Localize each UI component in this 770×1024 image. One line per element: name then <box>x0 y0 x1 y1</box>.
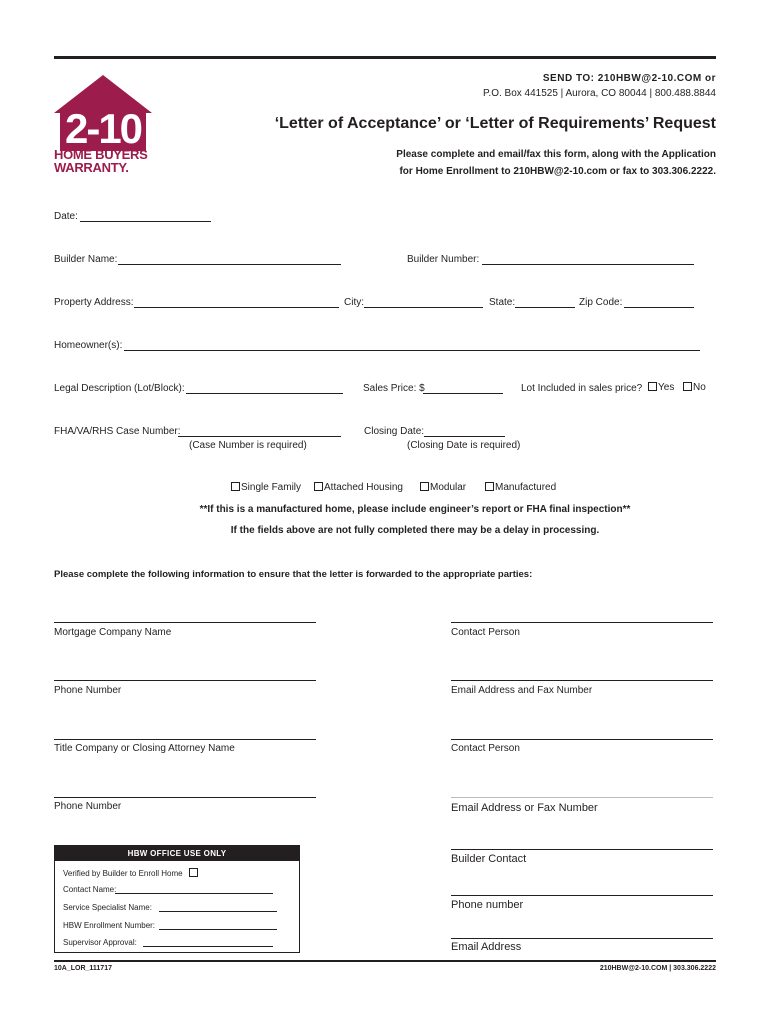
sales-price-label: Sales Price: $ <box>363 383 425 394</box>
homeowners-field[interactable] <box>124 350 700 351</box>
no-label: No <box>693 382 706 393</box>
company-logo <box>54 75 152 177</box>
parties-intro: Please complete the following information to ensure that the letter is forwarded to the appropriate parties: <box>54 569 533 580</box>
legal-description-field[interactable] <box>186 393 343 394</box>
lot-included-label: Lot Included in sales price? <box>521 383 643 394</box>
manufactured-option[interactable] <box>485 482 556 493</box>
email-fax-2-label: Email Address or Fax Number <box>451 802 598 814</box>
builder-contact-field[interactable] <box>451 849 713 850</box>
email-3-label: Email Address <box>451 941 522 953</box>
yes-label: Yes <box>658 382 675 393</box>
contact-name-field[interactable] <box>115 893 273 894</box>
form-title: ‘Letter of Acceptance’ or ‘Letter of Requirements’ Request <box>274 115 716 132</box>
mailing-address: P.O. Box 441525 | Aurora, CO 80044 | 800.488.8844 <box>483 88 716 99</box>
zip-field[interactable] <box>624 307 694 308</box>
closing-date-note: (Closing Date is required) <box>407 440 521 451</box>
phone-1-label: Phone Number <box>54 685 122 696</box>
manufactured-note: **If this is a manufactured home, please include engineer’s report or FHA final inspection** <box>199 504 631 515</box>
phone-2-label: Phone Number <box>54 801 122 812</box>
title-company-field[interactable] <box>54 739 316 740</box>
instruction-line-2: for Home Enrollment to 210HBW@2-10.com or fax to 303.306.2222. <box>399 166 716 177</box>
supervisor-label: Supervisor Approval: <box>63 938 137 947</box>
case-number-label: FHA/VA/RHS Case Number: <box>54 426 181 437</box>
instruction-line-1: Please complete and email/fax this form, along with the Application <box>396 149 716 160</box>
form-id: 10A_LOR_111717 <box>54 965 112 972</box>
send-to: SEND TO: 210HBW@2-10.COM or <box>542 73 716 84</box>
single-family-label: Single Family <box>241 482 302 493</box>
top-rule <box>54 56 716 59</box>
modular-option[interactable] <box>420 482 466 493</box>
lot-no-option[interactable] <box>683 382 706 393</box>
verified-option[interactable] <box>63 868 199 878</box>
phone-3-label: Phone number <box>451 899 524 911</box>
date-field[interactable] <box>80 221 211 222</box>
phone-3-field[interactable] <box>451 895 713 896</box>
email-3-field[interactable] <box>451 938 713 939</box>
mortgage-company-label: Mortgage Company Name <box>54 627 172 638</box>
verified-label: Verified by Builder to Enroll Home <box>63 869 183 878</box>
city-label: City: <box>344 297 364 308</box>
contact-person-1-field[interactable] <box>451 622 713 623</box>
modular-checkbox[interactable] <box>420 482 429 491</box>
lot-yes-option[interactable] <box>648 382 674 393</box>
builder-contact-label: Builder Contact <box>451 853 527 865</box>
contact-person-2-label: Contact Person <box>451 743 520 754</box>
mortgage-company-field[interactable] <box>54 622 316 623</box>
attached-housing-option[interactable] <box>314 482 403 493</box>
attached-housing-checkbox[interactable] <box>314 482 323 491</box>
closing-date-label: Closing Date: <box>364 426 425 437</box>
logo-number: 2-10 <box>64 105 142 152</box>
homeowners-label: Homeowner(s): <box>54 340 123 351</box>
sales-price-field[interactable] <box>423 393 503 394</box>
verified-checkbox[interactable] <box>189 868 198 877</box>
delay-warning: If the fields above are not fully completed there may be a delay in processing. <box>230 525 600 536</box>
case-number-note: (Case Number is required) <box>189 440 307 451</box>
email-fax-1-field[interactable] <box>451 680 713 681</box>
modular-label: Modular <box>430 482 467 493</box>
builder-name-label: Builder Name: <box>54 254 118 265</box>
email-fax-1-label: Email Address and Fax Number <box>451 685 593 696</box>
case-number-field[interactable] <box>178 436 341 437</box>
builder-number-field[interactable] <box>482 264 694 265</box>
service-specialist-field[interactable] <box>159 911 277 912</box>
bottom-rule <box>54 960 716 962</box>
city-field[interactable] <box>364 307 483 308</box>
yes-checkbox[interactable] <box>648 382 657 391</box>
no-checkbox[interactable] <box>683 382 692 391</box>
manufactured-label: Manufactured <box>495 482 557 493</box>
property-address-field[interactable] <box>134 307 339 308</box>
contact-person-2-field[interactable] <box>451 739 713 740</box>
state-label: State: <box>489 297 516 308</box>
single-family-checkbox[interactable] <box>231 482 240 491</box>
enrollment-number-label: HBW Enrollment Number: <box>63 921 156 930</box>
single-family-option[interactable] <box>231 482 301 493</box>
date-label: Date: <box>54 211 78 222</box>
builder-number-label: Builder Number: <box>407 254 480 265</box>
logo-line-1: HOME BUYERS <box>54 147 148 162</box>
attached-housing-label: Attached Housing <box>324 482 403 493</box>
phone-2-field[interactable] <box>54 797 316 798</box>
manufactured-checkbox[interactable] <box>485 482 494 491</box>
email-fax-2-field[interactable] <box>451 797 713 798</box>
footer-contact: 210HBW@2-10.COM | 303.306.2222 <box>599 965 716 972</box>
office-use-box <box>54 845 300 953</box>
builder-name-field[interactable] <box>118 264 341 265</box>
supervisor-field[interactable] <box>143 946 273 947</box>
closing-date-field[interactable] <box>424 436 505 437</box>
service-specialist-label: Service Specialist Name: <box>63 903 152 912</box>
zip-label: Zip Code: <box>579 297 623 308</box>
property-address-label: Property Address: <box>54 297 134 308</box>
state-field[interactable] <box>515 307 575 308</box>
enrollment-number-field[interactable] <box>159 929 277 930</box>
contact-name-label: Contact Name: <box>63 885 117 894</box>
title-company-label: Title Company or Closing Attorney Name <box>54 743 235 754</box>
logo-line-2: WARRANTY. <box>54 160 129 175</box>
office-use-heading: HBW OFFICE USE ONLY <box>55 846 299 861</box>
legal-description-label: Legal Description (Lot/Block): <box>54 383 185 394</box>
contact-person-1-label: Contact Person <box>451 627 520 638</box>
phone-1-field[interactable] <box>54 680 316 681</box>
